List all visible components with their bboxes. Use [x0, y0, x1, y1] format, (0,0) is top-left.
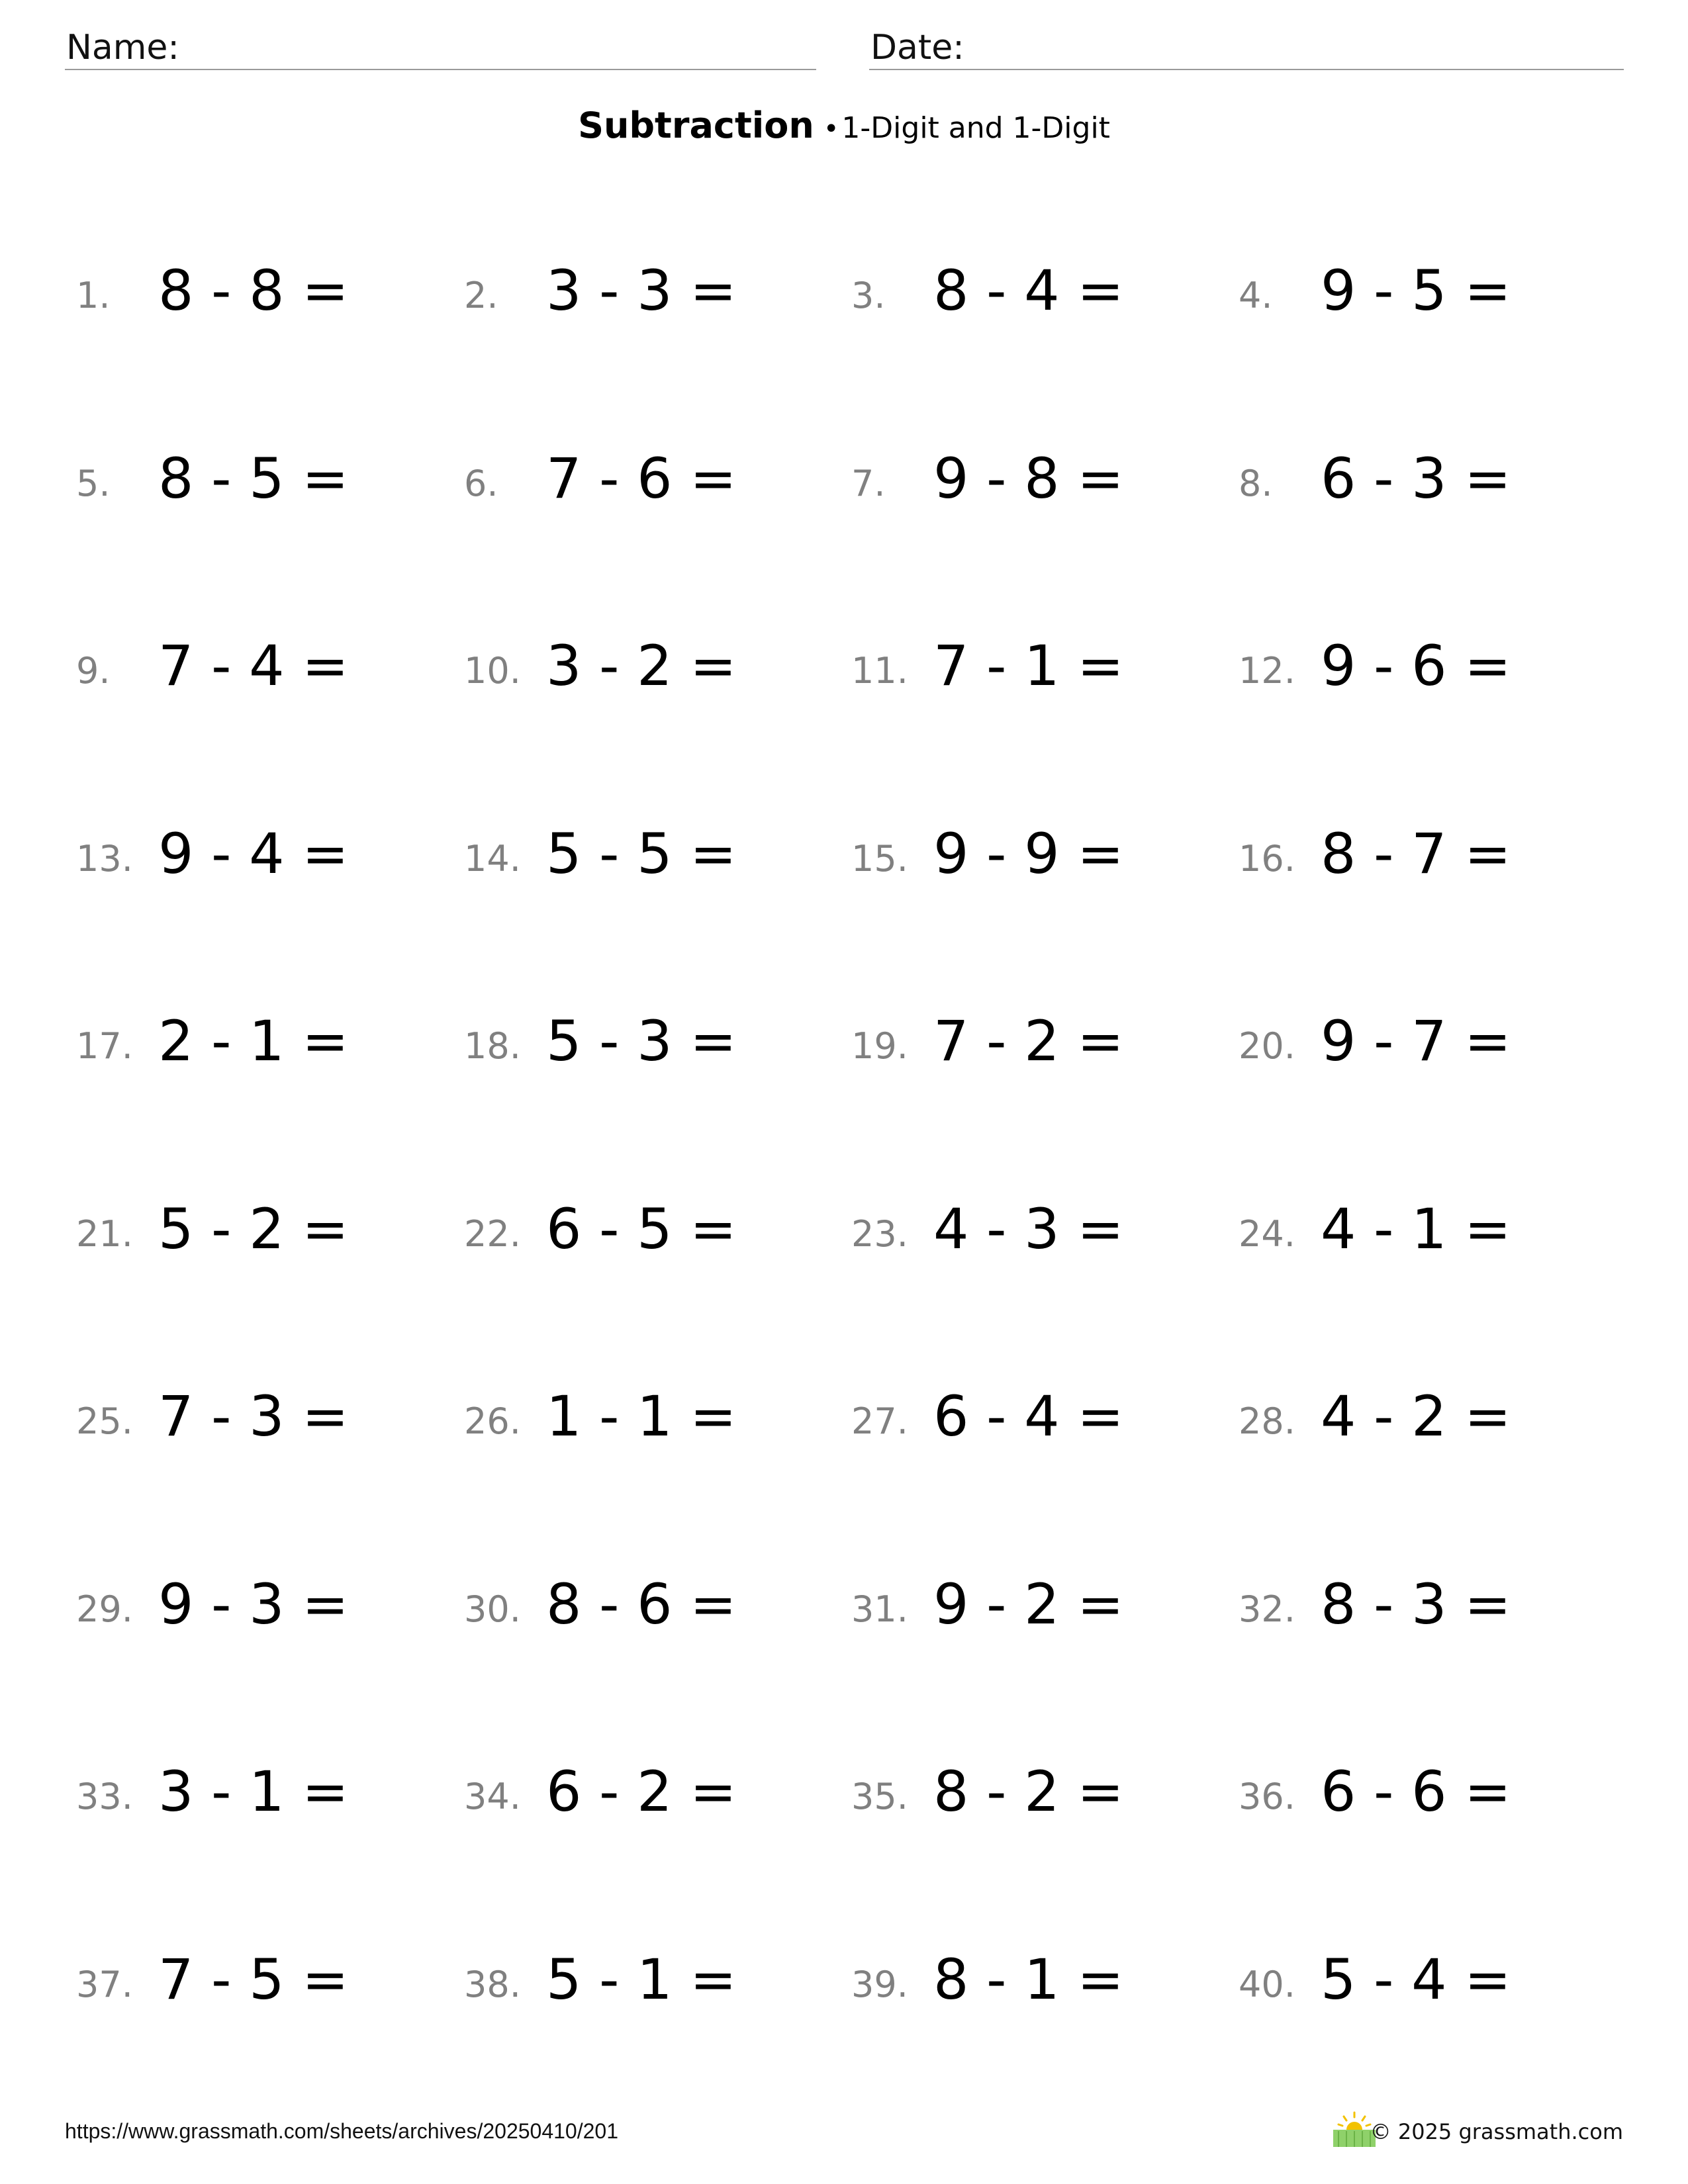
problem-number: 39.: [851, 1964, 908, 2005]
problem-number: 14.: [464, 838, 521, 880]
source-url: https://www.grassmath.com/sheets/archives/20250410/201: [65, 2119, 618, 2143]
problem-number: 30.: [464, 1588, 521, 1630]
problem-expression: 5 - 1 =: [546, 1947, 737, 2012]
problem-number: 1.: [76, 275, 111, 316]
problem-expression: 9 - 9 =: [933, 821, 1124, 886]
problem-expression: 7 - 1 =: [933, 633, 1124, 698]
problem-number: 31.: [851, 1588, 908, 1630]
problem-number: 4.: [1239, 275, 1273, 316]
date-field[interactable]: [869, 25, 1624, 70]
worksheet-title: [0, 105, 1688, 146]
problem-number: 23.: [851, 1213, 908, 1255]
problem-expression: 7 - 5 =: [158, 1947, 349, 2012]
problem-number: 15.: [851, 838, 908, 880]
problem-number: 36.: [1239, 1776, 1295, 1817]
problem-expression: 7 - 2 =: [933, 1009, 1124, 1073]
problem-number: 9.: [76, 650, 111, 692]
problem-expression: 7 - 6 =: [546, 446, 737, 511]
problem-expression: 5 - 3 =: [546, 1009, 737, 1073]
copyright: © 2025 grassmath.com: [1370, 2119, 1623, 2144]
problem-row: [0, 627, 1688, 706]
problem-number: 2.: [464, 275, 498, 316]
problem-number: 22.: [464, 1213, 521, 1255]
problem-expression: 9 - 7 =: [1321, 1009, 1511, 1073]
problem-row: [0, 251, 1688, 331]
problem-number: 40.: [1239, 1964, 1295, 2005]
problem-expression: 8 - 1 =: [933, 1947, 1124, 2012]
problem-expression: 6 - 6 =: [1321, 1759, 1511, 1824]
problem-expression: 8 - 5 =: [158, 446, 349, 511]
problem-expression: 8 - 6 =: [546, 1572, 737, 1637]
name-field[interactable]: [65, 25, 816, 70]
problem-row: [0, 1190, 1688, 1269]
problem-number: 38.: [464, 1964, 521, 2005]
problem-expression: 9 - 8 =: [933, 446, 1124, 511]
problem-number: 27.: [851, 1400, 908, 1442]
problem-row: [0, 815, 1688, 894]
problem-number: 18.: [464, 1025, 521, 1067]
problem-number: 35.: [851, 1776, 908, 1817]
title-separator: •: [823, 114, 839, 144]
problem-expression: 8 - 7 =: [1321, 821, 1511, 886]
problem-expression: 9 - 3 =: [158, 1572, 349, 1637]
problem-expression: 6 - 5 =: [546, 1197, 737, 1261]
date-label: Date:: [870, 28, 964, 68]
problem-expression: 9 - 2 =: [933, 1572, 1124, 1637]
problem-expression: 7 - 3 =: [158, 1384, 349, 1449]
problem-number: 8.: [1239, 463, 1273, 504]
problem-number: 28.: [1239, 1400, 1295, 1442]
problem-number: 19.: [851, 1025, 908, 1067]
problem-number: 34.: [464, 1776, 521, 1817]
problem-number: 6.: [464, 463, 498, 504]
problem-number: 37.: [76, 1964, 133, 2005]
problem-expression: 8 - 8 =: [158, 258, 349, 323]
problem-row: [0, 1940, 1688, 2020]
problem-expression: 3 - 2 =: [546, 633, 737, 698]
title-main: Subtraction: [578, 105, 814, 146]
problem-expression: 9 - 4 =: [158, 821, 349, 886]
problem-expression: 7 - 4 =: [158, 633, 349, 698]
worksheet-header: [65, 25, 1623, 71]
worksheet-footer: [65, 2111, 1623, 2151]
problem-expression: 6 - 3 =: [1321, 446, 1511, 511]
problem-expression: 6 - 4 =: [933, 1384, 1124, 1449]
problem-expression: 4 - 2 =: [1321, 1384, 1511, 1449]
problem-expression: 2 - 1 =: [158, 1009, 349, 1073]
problem-expression: 5 - 4 =: [1321, 1947, 1511, 2012]
problem-number: 16.: [1239, 838, 1295, 880]
name-label: Name:: [66, 28, 179, 68]
problem-number: 17.: [76, 1025, 133, 1067]
problem-number: 10.: [464, 650, 521, 692]
problem-number: 25.: [76, 1400, 133, 1442]
problem-number: 33.: [76, 1776, 133, 1817]
problem-number: 13.: [76, 838, 133, 880]
problem-expression: 6 - 2 =: [546, 1759, 737, 1824]
problem-expression: 8 - 2 =: [933, 1759, 1124, 1824]
problem-row: [0, 439, 1688, 519]
problem-row: [0, 1565, 1688, 1645]
title-subtitle: 1-Digit and 1-Digit: [841, 111, 1110, 145]
problem-expression: 3 - 1 =: [158, 1759, 349, 1824]
problem-row: [0, 1752, 1688, 1832]
problem-expression: 1 - 1 =: [546, 1384, 737, 1449]
problem-number: 7.: [851, 463, 886, 504]
problem-expression: 3 - 3 =: [546, 258, 737, 323]
problem-expression: 5 - 5 =: [546, 821, 737, 886]
problem-number: 26.: [464, 1400, 521, 1442]
problem-expression: 8 - 4 =: [933, 258, 1124, 323]
problem-number: 20.: [1239, 1025, 1295, 1067]
problem-expression: 4 - 3 =: [933, 1197, 1124, 1261]
problem-number: 5.: [76, 463, 111, 504]
problem-expression: 4 - 1 =: [1321, 1197, 1511, 1261]
problem-row: [0, 1002, 1688, 1081]
problem-expression: 9 - 6 =: [1321, 633, 1511, 698]
problem-number: 11.: [851, 650, 908, 692]
problem-number: 24.: [1239, 1213, 1295, 1255]
problem-expression: 9 - 5 =: [1321, 258, 1511, 323]
problem-number: 32.: [1239, 1588, 1295, 1630]
problem-expression: 5 - 2 =: [158, 1197, 349, 1261]
problem-number: 29.: [76, 1588, 133, 1630]
problem-expression: 8 - 3 =: [1321, 1572, 1511, 1637]
problem-row: [0, 1377, 1688, 1457]
problem-number: 21.: [76, 1213, 133, 1255]
problem-number: 3.: [851, 275, 886, 316]
problem-number: 12.: [1239, 650, 1295, 692]
